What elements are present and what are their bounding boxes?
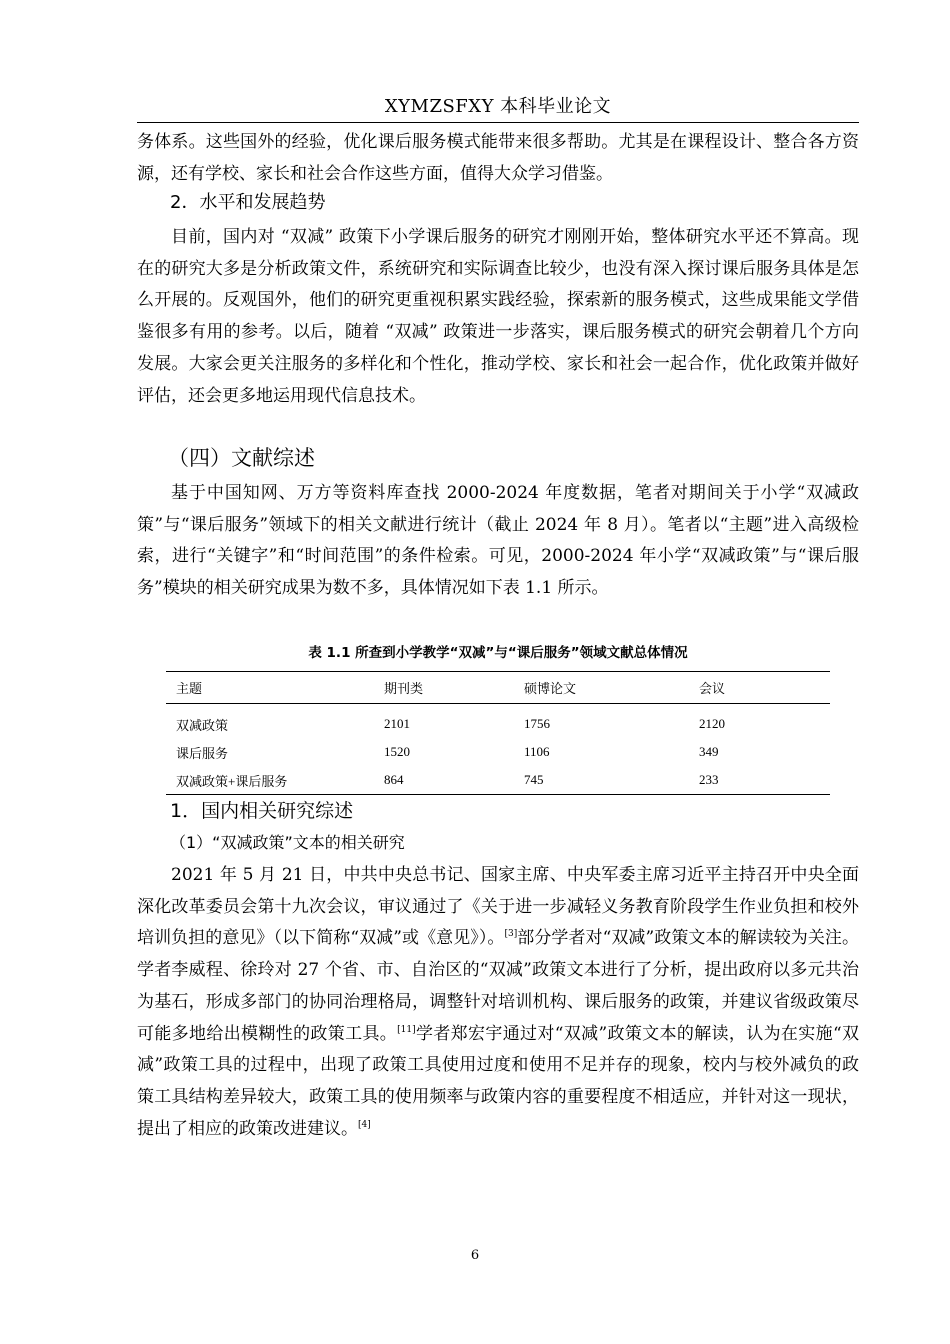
table-cell: 1520	[384, 744, 410, 759]
section-heading-domestic-research: 1．国内相关研究综述	[170, 800, 354, 822]
table-header-row	[166, 672, 830, 704]
table-row	[166, 704, 830, 739]
column-header-conferences: 会议	[689, 672, 830, 704]
section-heading-trends: 2．水平和发展趋势	[170, 192, 326, 213]
trends-paragraph: 目前，国内对 “双减” 政策下小学课后服务的研究才刚刚开始，整体研究水平还不算高。现在的研究大多是分析政策文件，系统研究和实际调查比较少，也没有深入探讨课后服务具体是怎么开展的。反观国外，他们的研究更重视积累实践经验，探索新的服务模式，这些成果能文学借鉴很多有用的参考。以后，随着 “双减” 政策进一步落实，课后服务模式的研究会朝着几个方向发展。大家会更关注服务的多样化和个性化，推动学校、家长和社会一起合作，优化政策并做好评估，还会更多地运用现代信息技术。	[137, 227, 859, 406]
subheading-policy-text-research: （1）“双减政策”文本的相关研究	[170, 833, 405, 852]
citation-ref: [11]	[397, 1024, 416, 1035]
table-cell: 864	[374, 766, 514, 795]
table-cell: 课后服务	[176, 745, 229, 761]
table-cell: 1106	[524, 744, 550, 759]
table-row	[166, 738, 830, 766]
literature-review-paragraph: 基于中国知网、万方等资料库查找 2000-2024 年度数据，笔者对期间关于小学“双减政策”与“课后服务”领域下的相关文献进行统计（截止 2024 年 8 月）。笔者以“主题”进入高级检索，进行“关键字”和“时间范围”的条件检索。可见，2000-2024 年小学“双减政策”与“课后服务”模块的相关研究成果为数不多，具体情况如下表 1.1 所示。	[137, 483, 859, 599]
table-cell: 1756	[524, 716, 550, 731]
column-header-theses: 硕博论文	[514, 672, 689, 704]
table-cell: 745	[514, 766, 689, 795]
citation-ref: [4]	[358, 1119, 371, 1130]
paragraph-text: 学者郑宏宇通过对“双减”政策文本的解读，认为在实施“双减”政策工具的过程中，出现了政策工具使用过度和使用不足并存的现象，校内与校外减负的政策工具结构差异较大，政策工具的使用频率与政策内容的重要程度不相适应，并针对这一现状，提出了相应的政策改进建议。	[137, 1023, 859, 1139]
table-cell: 双减政策+课后服务	[166, 766, 374, 795]
header-divider	[137, 122, 859, 123]
table-cell: 349	[699, 744, 719, 759]
section-heading-literature-review: （四）文献综述	[168, 446, 315, 470]
column-header-topic: 主题	[166, 672, 374, 704]
table-cell: 2120	[699, 716, 725, 731]
table-caption: 表 1.1 所查到小学教学“双减”与“课后服务”领域文献总体情况	[308, 645, 688, 661]
table-cell: 2101	[384, 716, 410, 731]
paragraph-text: 2021 年 5 月 21 日，中共中央总书记、国家主席、中央军委主席习近平主持召开中央全面深化改革委员会第十九次会议，审议通过了《关于进一步减轻义务教育阶段学生作业负担和校外培训负担的意见》（以下简称“双减”或《意见》）。	[137, 865, 859, 949]
page-header-title: XYMZSFXY 本科毕业论文	[384, 96, 612, 117]
policy-text-paragraph	[137, 860, 859, 1145]
literature-stats-table	[166, 671, 830, 795]
table-row	[166, 766, 830, 795]
intro-paragraph: 务体系。这些国外的经验，优化课后服务模式能带来很多帮助。尤其是在课程设计、整合各方资源，还有学校、家长和社会合作这些方面，值得大众学习借鉴。	[137, 132, 859, 184]
table-cell: 233	[689, 766, 830, 795]
column-header-journals: 期刊类	[374, 672, 514, 704]
page-number: 6	[470, 1248, 480, 1263]
table-cell: 双减政策	[176, 717, 229, 733]
paragraph-text: 部分学者对“双减”政策文本的解读较为关注。学者李威程、徐玲对 27 个省、市、自治区的“双减”政策文本进行了分析，提出政府以多元共治为基石，形成多部门的协同治理格局，调整针对培训机构、课后服务的政策，并建议省级政策尽可能多地给出模糊性的政策工具。	[137, 928, 859, 1044]
citation-ref: [3]	[504, 929, 518, 940]
